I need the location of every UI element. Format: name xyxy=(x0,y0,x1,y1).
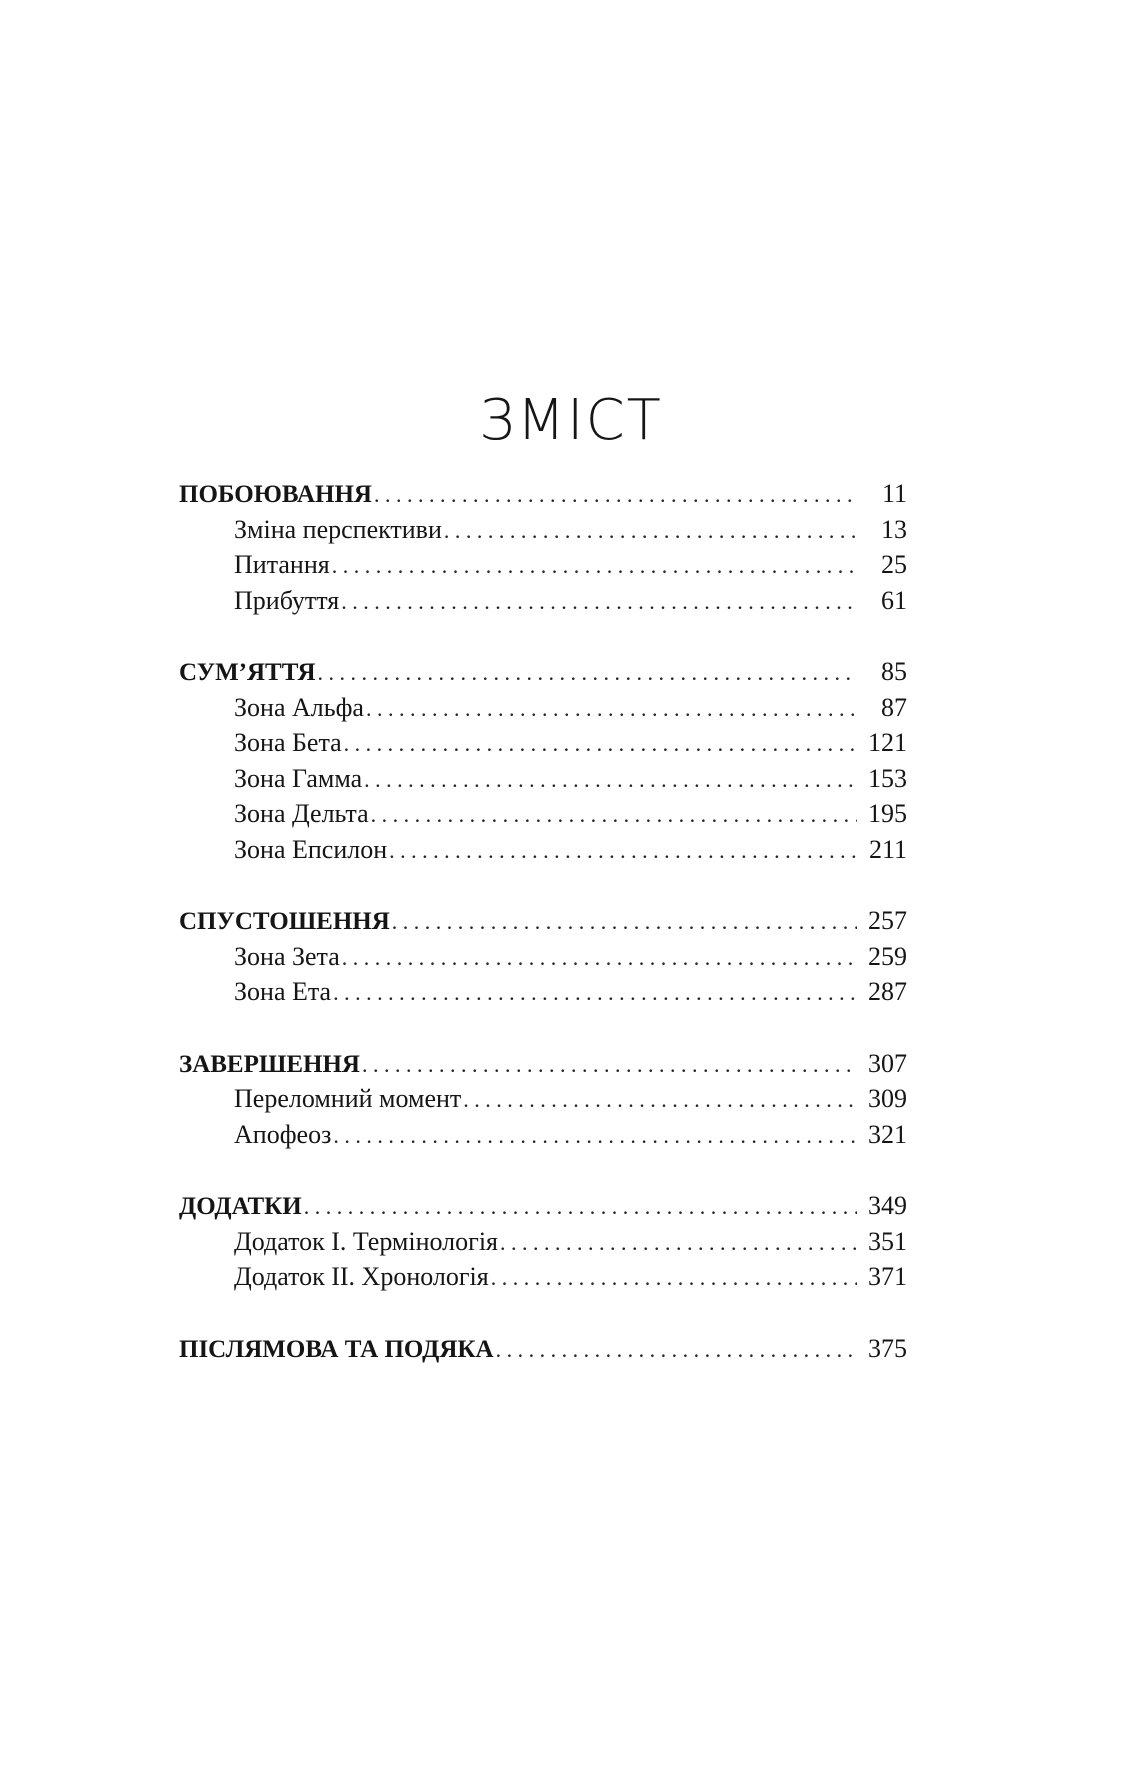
toc-chapter-entry-label: Зона Ета xyxy=(234,977,332,1006)
dot-leader xyxy=(392,904,857,940)
toc-section-entry-label: ПОБОЮВАННЯ xyxy=(179,481,372,508)
toc-section xyxy=(179,1188,907,1295)
toc-chapter-entry[interactable] xyxy=(179,583,907,619)
page-title: ЗМІСТ xyxy=(479,387,663,453)
toc-chapter-entry[interactable] xyxy=(179,547,907,583)
toc-section xyxy=(179,903,907,1010)
toc-chapter-entry[interactable] xyxy=(179,761,907,797)
toc-chapter-entry[interactable] xyxy=(179,512,907,548)
dot-leader xyxy=(444,513,857,549)
dot-leader xyxy=(332,548,857,584)
toc-section xyxy=(179,654,907,867)
toc-chapter-entry-page-number: 13 xyxy=(881,514,907,544)
toc-section-entry-page-number: 11 xyxy=(881,479,907,508)
toc-section-entry-label: ЗАВЕРШЕННЯ xyxy=(179,1050,360,1078)
toc-chapter-entry-label: Зона Зета xyxy=(234,941,340,971)
toc-chapter-entry-page-number: 87 xyxy=(881,692,907,722)
dot-leader xyxy=(389,833,857,869)
toc-chapter-entry-page-number: 25 xyxy=(881,550,907,579)
toc-section-entry-page-number: 349 xyxy=(868,1191,907,1220)
dot-leader xyxy=(341,584,857,620)
dot-leader xyxy=(304,1189,857,1225)
dot-leader xyxy=(500,1225,857,1261)
toc-chapter-entry-label: Зона Епсилон xyxy=(234,834,388,864)
toc-chapter-entry[interactable] xyxy=(179,1117,907,1153)
toc-chapter-entry-label: Зона Бета xyxy=(234,728,342,757)
toc-section-entry-label: ДОДАТКИ xyxy=(179,1193,302,1220)
toc-section xyxy=(179,1331,907,1367)
toc-chapter-entry-label: Додаток I. Термінологія xyxy=(234,1226,498,1256)
toc-section-entry-label: ПІСЛЯМОВА ТА ПОДЯКА xyxy=(179,1335,494,1363)
toc-section-entry[interactable] xyxy=(179,654,907,690)
toc-section xyxy=(179,476,907,618)
toc-chapter-entry-page-number: 259 xyxy=(868,941,907,971)
toc-chapter-entry-page-number: 309 xyxy=(868,1084,907,1113)
toc-chapter-entry-label: Зона Альфа xyxy=(234,692,364,722)
toc-chapter-entry-page-number: 351 xyxy=(868,1226,907,1256)
dot-leader xyxy=(344,726,857,762)
toc-chapter-entry-label: Прибуття xyxy=(234,585,340,615)
toc-chapter-entry-page-number: 371 xyxy=(868,1262,907,1291)
toc-chapter-entry-label: Зміна перспективи xyxy=(234,514,442,544)
toc-section-entry-label: СУМ’ЯТТЯ xyxy=(179,659,316,686)
toc-section-entry[interactable] xyxy=(179,476,907,512)
toc-chapter-entry-label: Додаток II. Хронологія xyxy=(234,1262,489,1291)
toc-section-entry-page-number: 85 xyxy=(881,657,907,686)
toc-section-entry[interactable] xyxy=(179,903,907,939)
toc-section-entry-page-number: 375 xyxy=(868,1333,907,1363)
toc-chapter-entry-label: Зона Гамма xyxy=(234,763,363,793)
toc-chapter-entry-page-number: 153 xyxy=(868,763,907,793)
toc-chapter-entry[interactable] xyxy=(179,1224,907,1260)
dot-leader xyxy=(496,1332,857,1368)
dot-leader xyxy=(491,1260,857,1296)
toc-section-entry-page-number: 307 xyxy=(868,1048,907,1078)
toc-chapter-entry-label: Зона Дельта xyxy=(234,799,369,828)
toc-section-entry-label: СПУСТОШЕННЯ xyxy=(179,908,390,935)
toc-chapter-entry[interactable] xyxy=(179,832,907,868)
toc-chapter-entry-label: Апофеоз xyxy=(234,1119,332,1149)
toc-section xyxy=(179,1046,907,1153)
dot-leader xyxy=(366,691,857,727)
toc-section-entry[interactable] xyxy=(179,1331,907,1367)
dot-leader xyxy=(371,797,857,833)
toc-chapter-entry-label: Питання xyxy=(234,550,330,579)
dot-leader xyxy=(318,655,858,691)
toc-section-entry[interactable] xyxy=(179,1046,907,1082)
dot-leader xyxy=(362,1047,857,1083)
dot-leader xyxy=(333,1118,857,1154)
toc-chapter-entry[interactable] xyxy=(179,974,907,1010)
toc-chapter-entry-page-number: 287 xyxy=(868,977,907,1006)
toc-chapter-entry-label: Переломний момент xyxy=(234,1084,462,1113)
toc-chapter-entry-page-number: 321 xyxy=(868,1119,907,1149)
toc-chapter-entry[interactable] xyxy=(179,725,907,761)
toc-chapter-entry[interactable] xyxy=(179,690,907,726)
dot-leader xyxy=(342,940,857,976)
toc-section-entry-page-number: 257 xyxy=(868,906,907,935)
toc-chapter-entry[interactable] xyxy=(179,1259,907,1295)
toc-chapter-entry-page-number: 121 xyxy=(868,728,907,757)
dot-leader xyxy=(463,1082,857,1118)
toc-chapter-entry[interactable] xyxy=(179,796,907,832)
dot-leader xyxy=(364,762,857,798)
table-of-contents xyxy=(179,476,907,1402)
toc-chapter-entry[interactable] xyxy=(179,1081,907,1117)
toc-chapter-entry[interactable] xyxy=(179,939,907,975)
toc-chapter-entry-page-number: 211 xyxy=(868,834,907,864)
toc-chapter-entry-page-number: 195 xyxy=(868,799,907,828)
dot-leader xyxy=(374,477,857,513)
dot-leader xyxy=(333,975,857,1011)
toc-section-entry[interactable] xyxy=(179,1188,907,1224)
toc-chapter-entry-page-number: 61 xyxy=(881,585,907,615)
